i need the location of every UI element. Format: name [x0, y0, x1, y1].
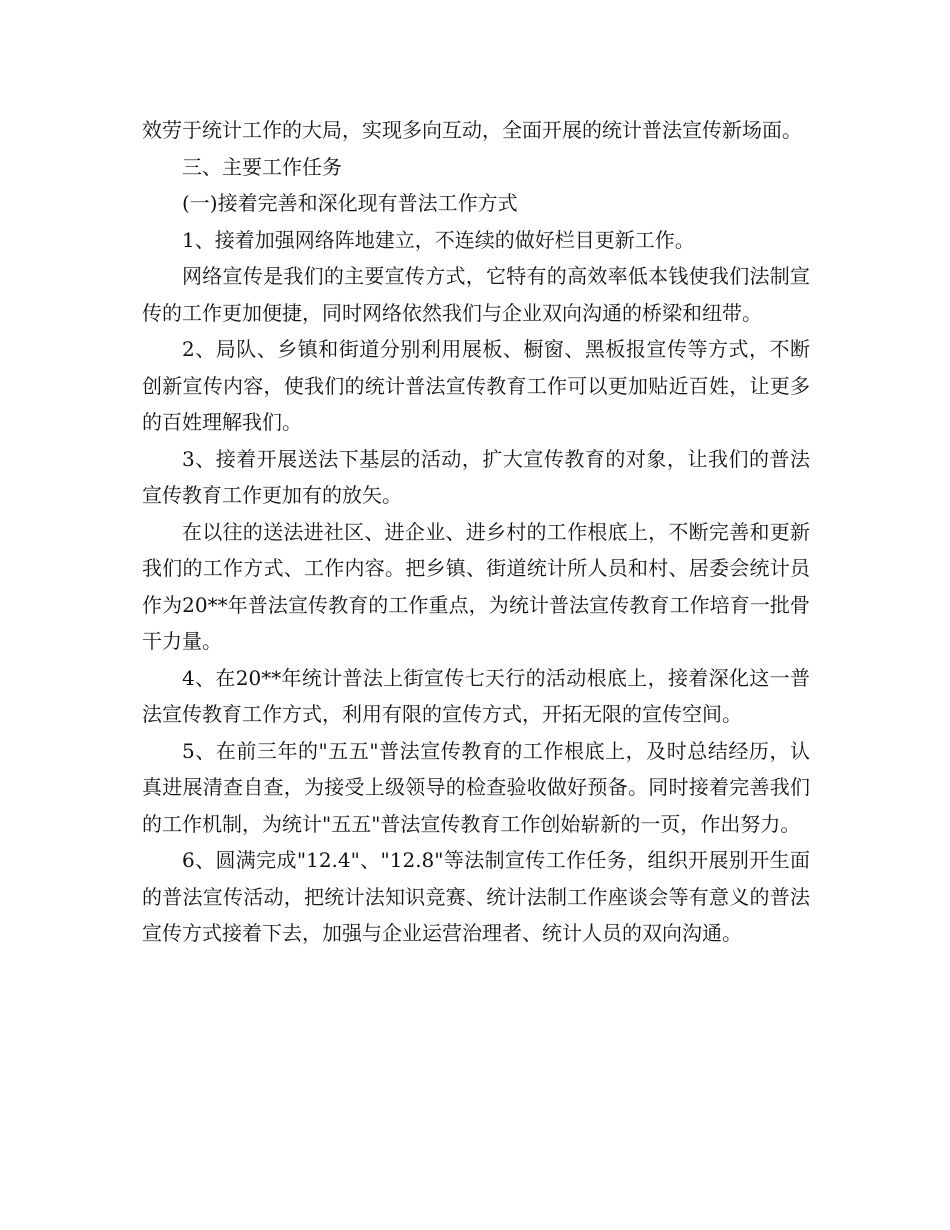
list-item-1: 1、接着加强网络阵地建立，不连续的做好栏目更新工作。: [182, 227, 695, 252]
paragraph-community-outreach: 在以往的送法进社区、进企业、进乡村的工作根底上，不断完善和更新我们的工作方式、工作内容。把乡镇、街道统计所人员和村、居委会统计员作为20**年普法宣传教育的工作重点，为统计普法宣传教育工作培育一批骨干力量。: [142, 519, 810, 653]
list-item-4: 4、在20**年统计普法上街宣传七天行的活动根底上，接着深化这一普法宣传教育工作方式，利用有限的宣传方式，开拓无限的宣传空间。: [142, 665, 810, 726]
subsection-heading: (一)接着完善和深化现有普法工作方式: [182, 191, 518, 215]
paragraph-continuation: 效劳于统计工作的大局，实现多向互动，全面开展的统计普法宣传新场面。: [142, 118, 802, 142]
paragraph-network-publicity: 网络宣传是我们的主要宣传方式，它特有的高效率低本钱使我们法制宣传的工作更加便捷，同时网络依然我们与企业双向沟通的桥梁和纽带。: [142, 264, 810, 325]
list-item-6: 6、圆满完成"12.4"、"12.8"等法制宣传工作任务，组织开展别开生面的普法宣传活动，把统计法知识竞赛、统计法制工作座谈会等有意义的普法宣传方式接着下去，加强与企业运营治理者、统计人员的双向沟通。: [142, 848, 810, 945]
document-body: [142, 112, 810, 952]
list-item-5: 5、在前三年的"五五"普法宣传教育的工作根底上，及时总结经历，认真进展清查自查，为接受上级领导的检查验收做好预备。同时接着完善我们的工作机制，为统计"五五"普法宣传教育工作创始崭新的一页，作出努力。: [142, 738, 810, 836]
list-item-2: 2、局队、乡镇和街道分别利用展板、橱窗、黑板报宣传等方式，不断创新宣传内容，使我们的统计普法宣传教育工作可以更加贴近百姓，让更多的百姓理解我们。: [142, 337, 810, 434]
section-heading: 三、主要工作任务: [182, 154, 342, 179]
list-item-3: 3、接着开展送法下基层的活动，扩大宣传教育的对象，让我们的普法宣传教育工作更加有的放矢。: [142, 446, 810, 507]
